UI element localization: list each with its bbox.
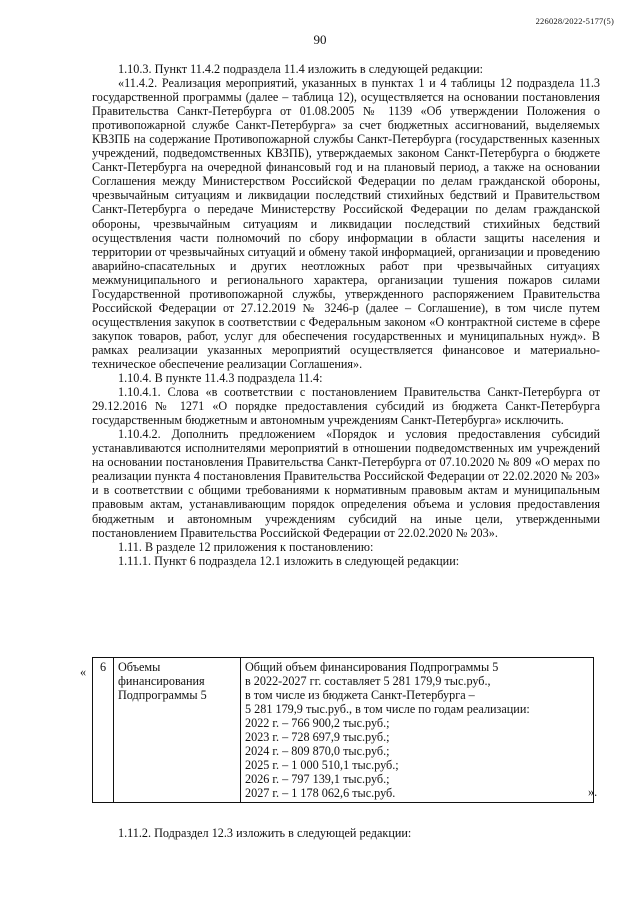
name-line: Подпрограммы 5 [118,688,207,703]
paragraph-1-11-2: 1.11.2. Подраздел 12.3 изложить в следующей редакции: [118,826,412,840]
content-line: 2024 г. – 809 870,0 тыс.руб.; [245,744,390,759]
document-body [92,62,600,568]
paragraph-1-10-3: 1.10.3. Пункт 11.4.2 подраздела 11.4 изложить в следующей редакции: [118,62,484,76]
paragraph-1-11-1: 1.11.1. Пункт 6 подраздела 12.1 изложить в следующей редакции: [118,553,460,568]
content-line: в том числе из бюджета Санкт-Петербурга – [245,688,475,703]
content-line: 2023 г. – 728 697,9 тыс.руб.; [245,730,390,745]
paragraph-1-10-4-2: 1.10.4.2. Дополнить предложением «Порядок и условия предоставления субсидий устанавливаются исполнителями мероприятий в отношении подведомственных им учреждений на основании постановления Правительства Санкт-Петербурга от 07.10.2020 № 809 «О мерах по реализации пункта 4 постановления Правительства Российской Федерации от 22.02.2020 № 203» и в соответствии с общими требованиями к нормативным правовым актам и муниципальным правовым актам, устанавливающим порядок определения объема и условия предоставления бюджетным и автономным учреждениям субсидий на иные цели, утвержденными постановлением Правительства Российской Федерации от 22.02.2020 № 203». [92,427,600,540]
name-line: финансирования [118,674,205,689]
paragraph-1-10-4: 1.10.4. В пункте 11.4.3 подраздела 11.4: [118,371,323,386]
content-line: 2027 г. – 1 178 062,6 тыс.руб. [245,786,396,801]
document-number: 226028/2022-5177(5) [535,16,614,26]
row-content-cell [241,658,594,803]
name-line: Объемы [118,660,161,674]
content-line: 2025 г. – 1 000 510,1 тыс.руб.; [245,758,399,773]
page-number: 90 [313,32,327,47]
table-open-quote: « [80,665,87,679]
paragraph-11-4-2: «11.4.2. Реализация мероприятий, указанных в пунктах 1 и 4 таблицы 12 подраздела 11.3 государственной программы (далее – таблица 12), осуществляется на основании постановления Правительства Санкт-Петербурга от 01.08.2005 № 1139 «Об утверждении Положения о противопожарной службе Санкт-Петербурга» за счет бюджетных ассигнований, выделяемых КВЗПБ на содержание Противопожарной службы Санкт-Петербурга (государственных казенных учреждений, подведомственных КВЗПБ), утверждаемых законом Санкт-Петербурга о бюджете Санкт-Петербурга на очередной финансовый год и на плановый период, а также на основании Соглашения между Министерством Российской Федерации по делам гражданской обороны, чрезвычайным ситуациям и ликвидации последствий стихийных бедствий и Правительством Санкт-Петербурга о передаче Министерству Российской Федерации по делам гражданской обороны, чрезвычайным ситуациям и ликвидации последствий стихийных бедствий осуществления части полномочий по сбору информации в области защиты населения и территории от чрезвычайных ситуаций и обмену такой информацией, организации и проведению аварийно-спасательных и других неотложных работ при чрезвычайных ситуациях межмуниципального и регионального характера, организации тушения пожаров силами Государственной противопожарной службы, утвержденного распоряжением Правительства Российской Федерации от 27.12.2019 № 3246-р (далее – Соглашение), в том числе путем осуществления закупок в соответствии с Федеральным законом «О контрактной системе в сфере закупок товаров, работ, услуг для обеспечения государственных и муниципальных нужд». В рамках реализации указанных мероприятий осуществляется финансовое и материально-техническое обеспечение реализации Соглашения». [92,76,600,371]
paragraph-1-11: 1.11. В разделе 12 приложения к постановлению: [118,539,374,554]
content-line: 5 281 179,9 тыс.руб., в том числе по годам реализации: [245,702,530,717]
row-name-cell [114,658,241,803]
table-row [93,658,594,803]
content-line: Общий объем финансирования Подпрограммы 5 [245,660,499,674]
financing-table [92,657,594,803]
content-line: в 2022-2027 гг. составляет 5 281 179,9 тыс.руб., [245,674,491,689]
content-line: 2026 г. – 797 139,1 тыс.руб.; [245,772,390,787]
row-number-cell: 6 [93,658,114,803]
content-line: 2022 г. – 766 900,2 тыс.руб.; [245,716,390,731]
table-close-quote: ». [588,785,598,799]
paragraph-1-10-4-1: 1.10.4.1. Слова «в соответствии с постановлением Правительства Санкт-Петербурга от 29.12.2016 № 1271 «О порядке предоставления субсидий из бюджета Санкт-Петербурга государственным бюджетным и автономным учреждениям Санкт-Петербурга» исключить. [92,385,600,428]
